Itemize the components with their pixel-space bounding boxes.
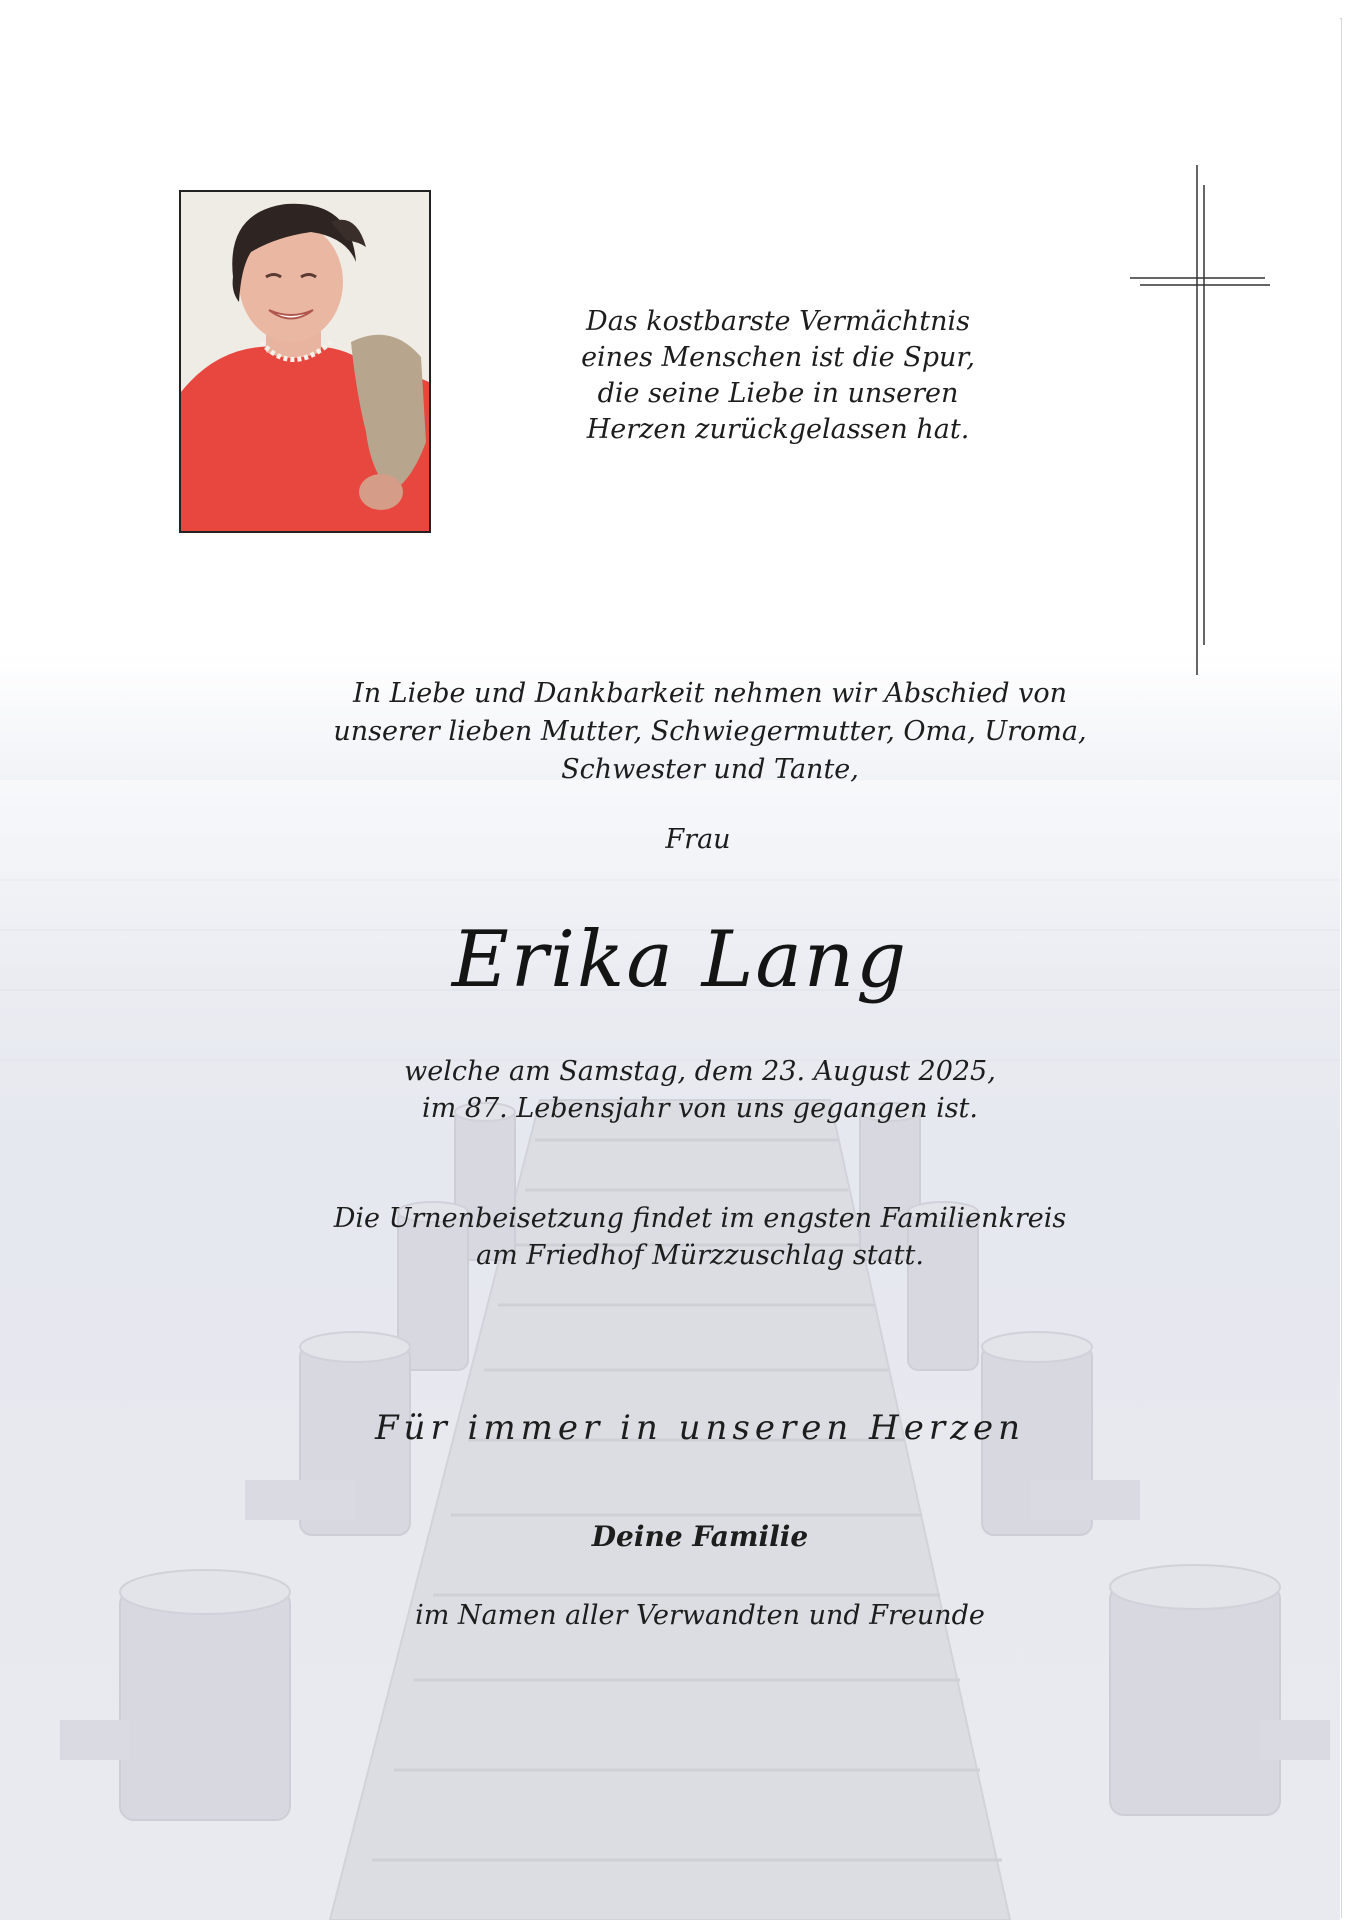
farewell-introduction [280,675,1140,789]
burial-line: am Friedhof Mürzzuschlag statt. [476,1240,924,1271]
intro-line: Schwester und Tante, [561,754,859,785]
quote-line: eines Menschen ist die Spur, [581,342,975,373]
quote-line: die seine Liebe in unseren [597,378,959,409]
quote-line: Das kostbarste Vermächtnis [586,306,970,337]
salutation: Frau [665,824,731,855]
christian-cross-icon [1130,165,1270,675]
death-notice [360,1053,1040,1127]
burial-line: Die Urnenbeisetzung findet im engsten Familienkreis [333,1203,1067,1234]
signature: Deine Familie [591,1520,809,1553]
deceased-name: Erika Lang [451,915,909,1005]
death-line: im 87. Lebensjahr von uns gegangen ist. [422,1093,978,1124]
intro-line: In Liebe und Dankbarkeit nehmen wir Abschied von [353,678,1067,709]
death-line: welche am Samstag, dem 23. August 2025, [404,1056,996,1087]
quote-line: Herzen zurückgelassen hat. [586,414,970,445]
intro-line: unserer lieben Mutter, Schwiegermutter, Oma, Uroma, [333,716,1087,747]
memorial-quote [478,304,1078,448]
portrait-photo [179,190,431,533]
signature-subline: im Namen aller Verwandten und Freunde [415,1600,985,1631]
burial-notice [290,1200,1110,1274]
memorial-motto: Für immer in unseren Herzen [374,1408,1026,1448]
